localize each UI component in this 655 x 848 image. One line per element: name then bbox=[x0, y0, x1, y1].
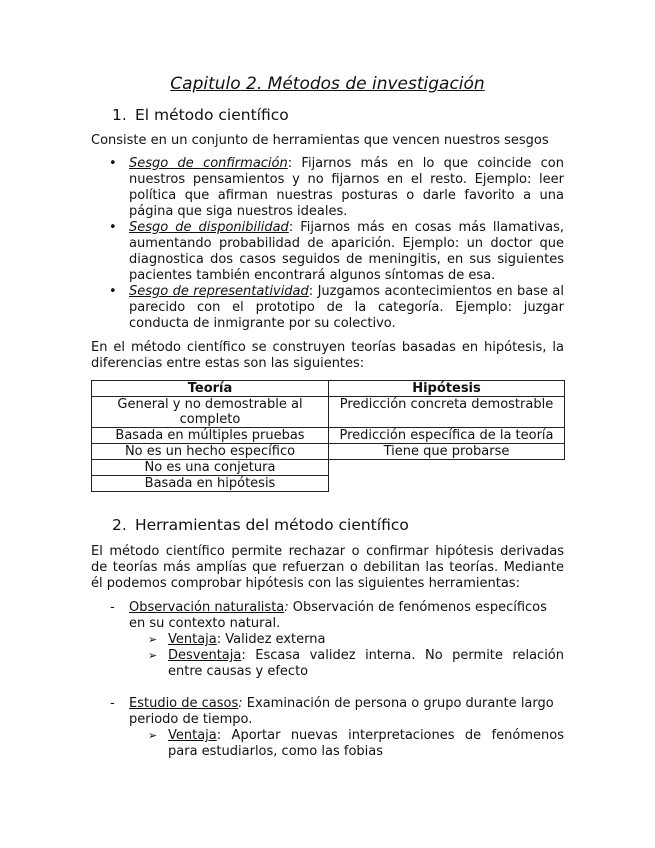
list-item bbox=[110, 696, 564, 728]
column-header-theory: Teoría bbox=[92, 381, 329, 397]
table-cell: No es un hecho específico bbox=[92, 444, 329, 460]
list-item bbox=[109, 156, 564, 220]
table-cell: No es una conjetura bbox=[92, 460, 329, 476]
list-item bbox=[109, 284, 564, 332]
section-2-intro: El método científico permite rechazar o confirmar hipótesis derivadas de teorías más amplías que refuerzan o debilitan las teorías. Mediante él podemos comprobar hipótesis con las siguientes herramientas: bbox=[91, 544, 564, 591]
tool-term: Observación naturalista bbox=[129, 600, 285, 615]
section-1-number: 1. bbox=[112, 106, 127, 124]
list-item bbox=[148, 632, 564, 648]
tool-term: Estudio de casos bbox=[129, 696, 239, 711]
subitem-term: Desventaja bbox=[168, 648, 242, 663]
table-row bbox=[92, 476, 565, 492]
arrow-bullet-icon: ➢ bbox=[148, 633, 158, 646]
table-cell: General y no demostrable al completo bbox=[92, 397, 329, 428]
subitem-term: Ventaja bbox=[168, 632, 217, 647]
tool-description: Examinación de persona o grupo durante largo periodo de tiempo. bbox=[129, 696, 554, 727]
table-cell: Predicción concreta demostrable bbox=[329, 397, 565, 428]
table-cell-empty bbox=[329, 476, 565, 492]
bullet-icon: • bbox=[109, 156, 117, 171]
table-cell: Tiene que probarse bbox=[329, 444, 565, 460]
bias-term: Sesgo de disponibilidad bbox=[129, 220, 289, 235]
dash-icon: - bbox=[110, 696, 115, 711]
subitem-term: Ventaja bbox=[168, 728, 217, 743]
list-item bbox=[148, 728, 564, 760]
bullet-icon: • bbox=[109, 220, 117, 235]
section-2-heading bbox=[112, 516, 409, 534]
tool-description: Observación de fenómenos específicos en su contexto natural. bbox=[129, 600, 547, 631]
arrow-bullet-icon: ➢ bbox=[148, 649, 158, 662]
tools-list-item-2 bbox=[110, 696, 564, 760]
bias-description: : Juzgamos acontecimientos en base al parecido con el prototipo de la categoría. Ejemplo: juzgar conducta de inmigrante por su colectivo. bbox=[129, 284, 564, 331]
bullet-icon: • bbox=[109, 284, 117, 299]
section-2-number: 2. bbox=[112, 516, 127, 534]
table-header-row bbox=[92, 381, 565, 397]
table-cell-empty bbox=[329, 460, 565, 476]
tool-subitems bbox=[148, 632, 564, 680]
subitem-text: : Validez externa bbox=[216, 632, 326, 647]
bias-description: : Fijarnos más en lo que coincide con nuestros pensamientos y no fijarnos en el resto. Ejemplo: leer política que afirman nuestras posturas o darle favorito a una página que siga nuestros ideales. bbox=[129, 156, 564, 219]
table-row bbox=[92, 428, 565, 444]
tool-term-colon: : bbox=[238, 696, 243, 711]
bias-description: : Fijarnos más en cosas más llamativas, aumentando probabilidad de aparición. Ejemplo: un doctor que diagnostica dos casos seguidos de meningitis, en sus siguientes pacientes también encontrará algunos síntomas de esa. bbox=[129, 220, 564, 283]
subitem-text: : Aportar nuevas interpretaciones de fenómenos para estudiarlos, como las fobias bbox=[168, 728, 564, 759]
table-cell: Basada en múltiples pruebas bbox=[92, 428, 329, 444]
section-2-title: Herramientas del método científico bbox=[134, 516, 409, 534]
section-1-intro: Consiste en un conjunto de herramientas que vencen nuestros sesgos bbox=[91, 133, 549, 148]
bias-list bbox=[109, 156, 564, 332]
section-1-title: El método científico bbox=[134, 106, 289, 124]
table-row bbox=[92, 397, 565, 428]
bias-term: Sesgo de confirmación bbox=[129, 156, 288, 171]
theory-hypothesis-table bbox=[91, 380, 565, 492]
table-row bbox=[92, 460, 565, 476]
subitem-text: : Escasa validez interna. No permite relación entre causas y efecto bbox=[168, 648, 564, 679]
tool-term-colon: : bbox=[284, 600, 289, 615]
bias-term: Sesgo de representatividad bbox=[129, 284, 309, 299]
list-item bbox=[148, 648, 564, 680]
dash-icon: - bbox=[110, 600, 115, 615]
section-1-heading bbox=[112, 106, 289, 124]
table-cell: Basada en hipótesis bbox=[92, 476, 329, 492]
arrow-bullet-icon: ➢ bbox=[148, 729, 158, 742]
page-title: Capitulo 2. Métodos de investigación bbox=[170, 74, 485, 94]
list-item bbox=[109, 220, 564, 284]
tools-list-item-1 bbox=[110, 600, 564, 680]
table-cell: Predicción específica de la teoría bbox=[329, 428, 565, 444]
table-row bbox=[92, 444, 565, 460]
column-header-hypothesis: Hipótesis bbox=[329, 381, 565, 397]
table-intro: En el método científico se construyen teorías basadas en hipótesis, la diferencias entre estas son las siguientes: bbox=[91, 340, 564, 371]
tool-subitems bbox=[148, 728, 564, 760]
list-item bbox=[110, 600, 564, 632]
